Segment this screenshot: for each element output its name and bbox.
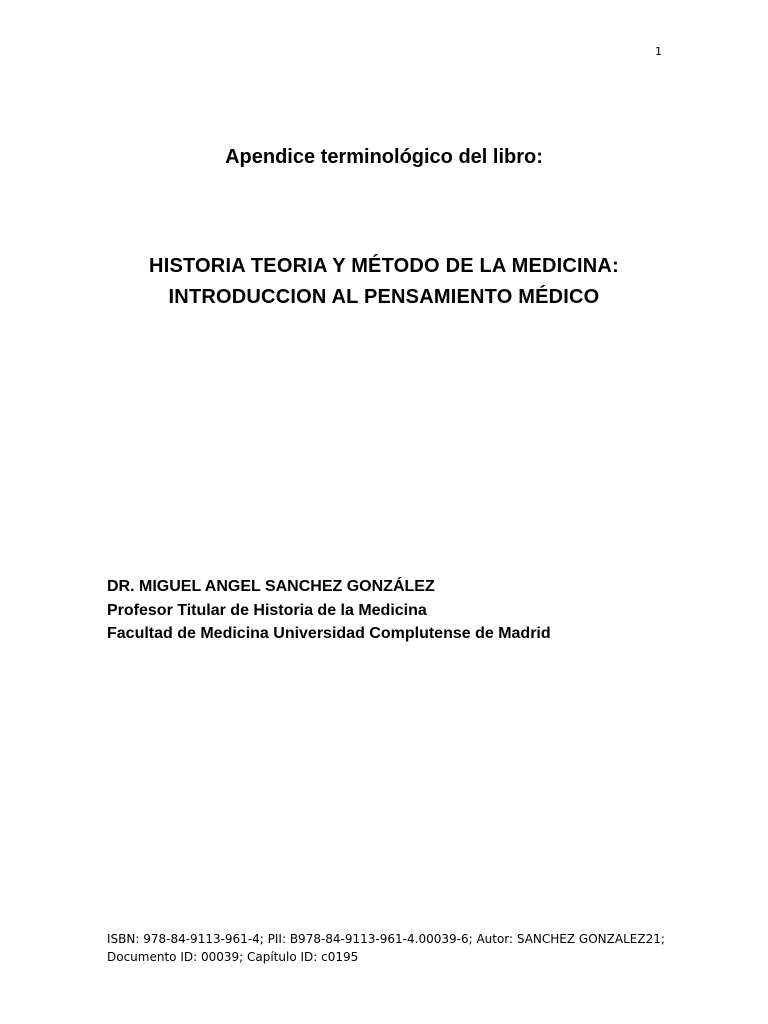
author-block bbox=[107, 575, 707, 646]
appendix-subtitle: Apendice terminológico del libro: bbox=[225, 146, 543, 168]
book-title bbox=[0, 251, 768, 313]
publication-footer bbox=[107, 930, 687, 966]
footer-line-1: ISBN: 978-84-9113-961-4; PII: B978-84-9113-961-4.00039-6; Autor: SANCHEZ GONZALEZ21; bbox=[107, 932, 665, 946]
author-name: DR. MIGUEL ANGEL SANCHEZ GONZÁLEZ bbox=[107, 578, 435, 595]
footer-line-2: Documento ID: 00039; Capítulo ID: c0195 bbox=[107, 950, 359, 964]
book-title-line-1: HISTORIA TEORIA Y MÉTODO DE LA MEDICINA: bbox=[149, 255, 619, 277]
author-position: Profesor Titular de Historia de la Medicina bbox=[107, 601, 427, 619]
page-number: 1 bbox=[655, 45, 662, 58]
author-institution: Facultad de Medicina Universidad Complutense de Madrid bbox=[107, 625, 551, 642]
book-title-line-2: INTRODUCCION AL PENSAMIENTO MÉDICO bbox=[168, 286, 600, 308]
